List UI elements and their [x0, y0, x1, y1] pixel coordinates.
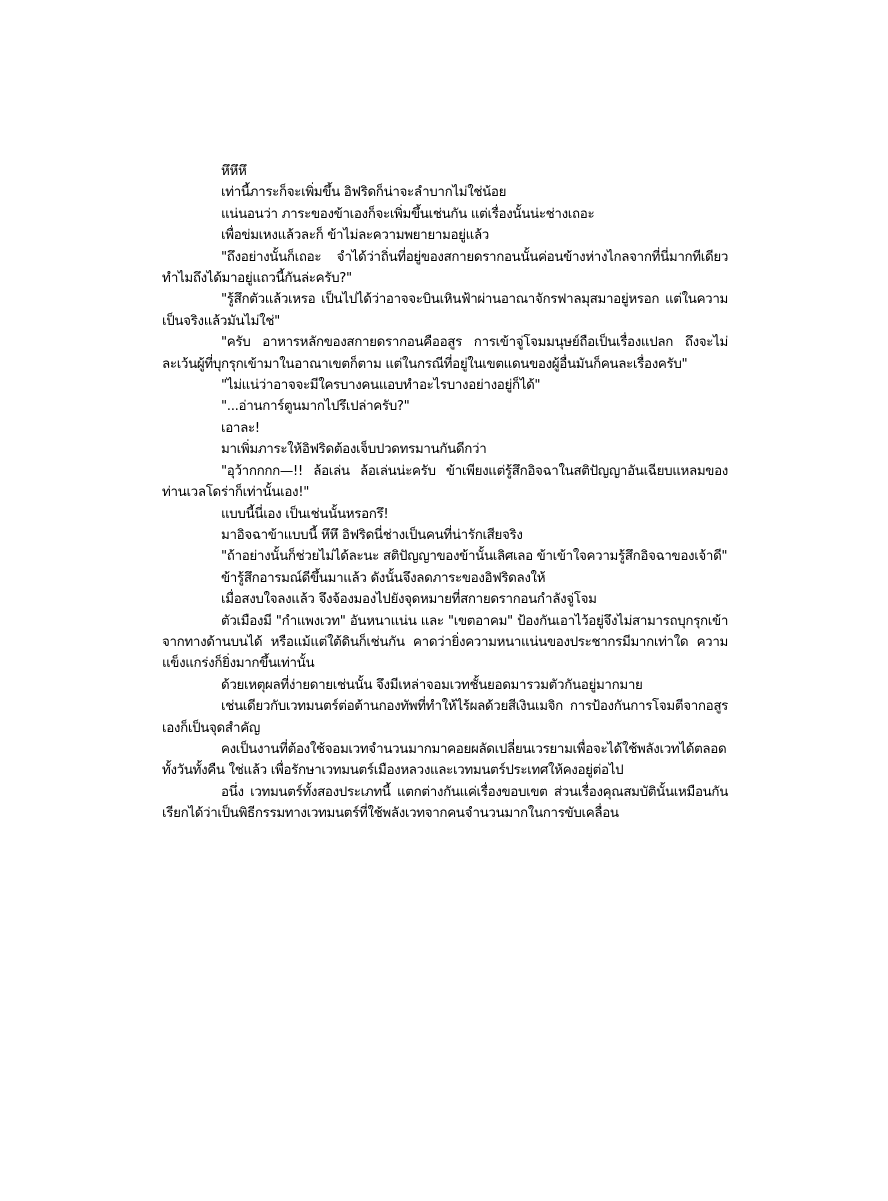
paragraph-12: "อุว้ากกกก—!! ล้อเล่น ล้อเล่นน่ะครับ ข้าเพียงแต่รู้สึกอิจฉาในสติปัญญาอันเฉียบแหลมของท่านเวลโดร่าก็เท่านั้นเอง!" [162, 463, 728, 501]
paragraph-15: "ถ้าอย่างนั้นก็ช่วยไม่ได้ละนะ สติปัญญาของข้านั้นเลิศเลอ ข้าเข้าใจความรู้สึกอิจฉาของเจ้าดี" [221, 549, 728, 565]
paragraph-11: มาเพิ่มภาระให้อิฟริดต้องเจ็บปวดทรมานกันดีกว่า [221, 442, 487, 458]
paragraph-13: แบบนี้นี่เอง เป็นเช่นนั้นหรอกรึ! [221, 506, 389, 522]
paragraph-16: ข้ารู้สึกอารมณ์ดีขึ้นมาแล้ว ดังนั้นจึงลดภาระของอิฟริดลงให้ [221, 570, 546, 586]
paragraph-9: "...อ่านการ์ตูนมากไปรึเปล่าครับ?" [221, 399, 410, 415]
paragraph-6: "รู้สึกตัวแล้วเหรอ เป็นไปได้ว่าอาจจะบินเหินฟ้าผ่านอาณาจักรฟาลมุสมาอยู่หรอก แต่ในความเป็นจริงแล้วมันไม่ใช่" [162, 292, 728, 329]
paragraph-2: เท่านี้ภาระก็จะเพิ่มขึ้น อิฟริดก็น่าจะลำบากไม่ใช่น้อย [221, 185, 507, 201]
paragraph-10: เอาละ! [221, 420, 260, 436]
paragraph-17: เมื่อสงบใจลงแล้ว จึงจ้องมองไปยังจุดหมายที่สกายดรากอนกำลังจู่โจม [221, 592, 597, 608]
paragraph-1: หึหึหึ [221, 164, 247, 179]
paragraph-5: "ถึงอย่างนั้นก็เถอะ จำได้ว่าถิ่นที่อยู่ของสกายดรากอนนั้นค่อนข้างห่างไกลจากที่นี่มากทีเดียว ทำไมถึงได้มาอยู่แถวนี้กันล่ะครับ?" [162, 249, 728, 287]
paragraph-21: คงเป็นงานที่ต้องใช้จอมเวทจำนวนมากมาคอยผลัดเปลี่ยนเวรยามเพื่อจะได้ใช้พลังเวทได้ตลอดทั้งวันทั้งคืน ใช่แล้ว เพื่อรักษาเวทมนตร์เมืองหลวงและเวทมนตร์ประเทศให้คงอยู่ต่อไป [162, 741, 727, 779]
paragraph-8: "ไม่แน่ว่าอาจจะมีใครบางคนแอบทำอะไรบางอย่างอยู่ก็ได้" [221, 378, 541, 394]
paragraph-14: มาอิจฉาข้าแบบนี้ หึหึ อิฟริดนี่ช่างเป็นคนที่น่ารักเสียจริง [221, 527, 523, 543]
body-text [162, 161, 728, 825]
paragraph-7: "ครับ อาหารหลักของสกายดรากอนคืออสูร การเข้าจู่โจมมนุษย์ถือเป็นเรื่องแปลก ถึงจะไม่ละเว้นผู้ที่บุกรุกเข้ามาในอาณาเขตก็ตาม แต่ในกรณีที่อยู่ในเขตแดนของผู้อื่นมันก็คนละเรื่องครับ" [162, 335, 728, 372]
paragraph-4: เพื่อข่มเหงแล้วละก็ ข้าไม่ละความพยายามอยู่แล้ว [221, 228, 489, 244]
paragraph-3: แน่นอนว่า ภาระของข้าเองก็จะเพิ่มขึ้นเช่นกัน แต่เรื่องนั้นน่ะช่างเถอะ [221, 206, 595, 222]
paragraph-18: ตัวเมืองมี "กำแพงเวท" อันหนาแน่น และ "เขตอาคม" ป้องกันเอาไว้อยู่จึงไม่สามารถบุกรุกเข้าจากทางด้านบนได้ หรือแม้แต่ใต้ดินก็เช่นกัน คาดว่ายิ่งความหนาแน่นของประชากรมีมากเท่าใด ความแข็งแกร่งก็ยิ่งมากขึ้นเท่านั้น [162, 613, 728, 672]
paragraph-20: เช่นเดียวกับเวทมนตร์ต่อต้านกองทัพที่ทำให้ไร้ผลด้วยสีเงินเมจิก การป้องกันการโจมตีจากอสูรเองก็เป็นจุดสำคัญ [162, 699, 728, 736]
paragraph-22: อนึ่ง เวทมนตร์ทั้งสองประเภทนี้ แตกต่างกันแค่เรื่องขอบเขต ส่วนเรื่องคุณสมบัตินั้นเหมือนกัน เรียกได้ว่าเป็นพิธีกรรมทางเวทมนตร์ที่ใช้พลังเวทจากคนจำนวนมากในการขับเคลื่อน [162, 784, 728, 822]
paragraph-19: ด้วยเหตุผลที่ง่ายดายเช่นนั้น จึงมีเหล่าจอมเวทชั้นยอดมารวมตัวกันอยู่มากมาย [221, 677, 643, 693]
